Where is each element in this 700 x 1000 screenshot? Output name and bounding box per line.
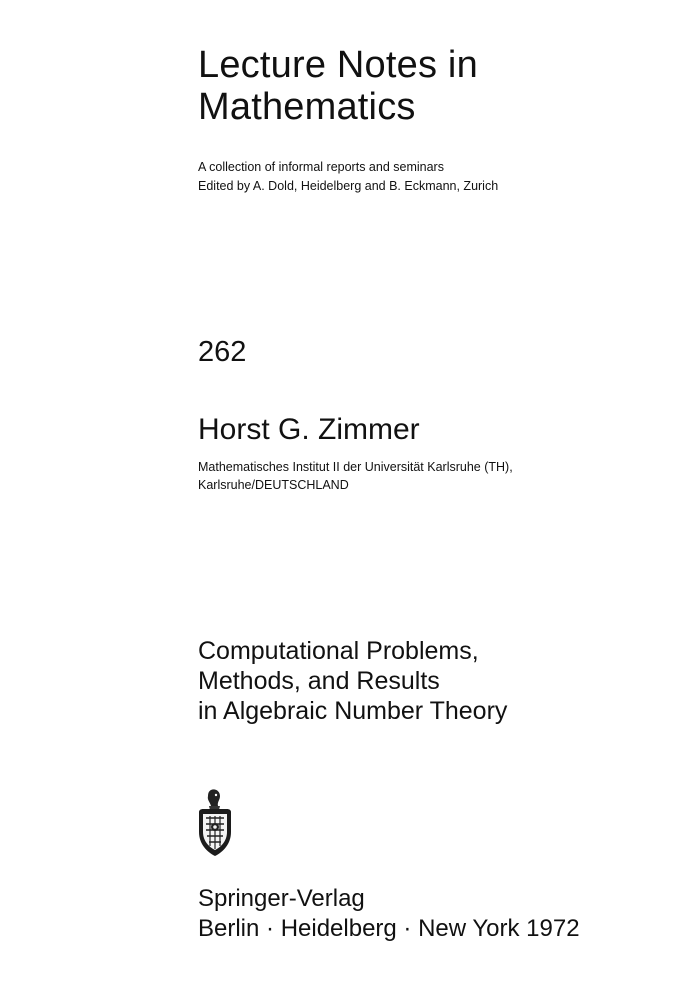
book-title-line-2: Methods, and Results [198,667,440,695]
author-name: Horst G. Zimmer [198,413,420,446]
publisher-block [198,884,580,944]
volume-number: 262 [198,336,247,368]
affiliation-line-1: Mathematisches Institut II der Universität Karlsruhe (TH), [198,460,513,474]
series-title-line-1: Lecture Notes in [198,44,478,86]
book-title-line-1: Computational Problems, [198,637,479,665]
affiliation-line-2: Karlsruhe/DEUTSCHLAND [198,478,349,492]
series-title [198,44,478,128]
series-editors: Edited by A. Dold, Heidelberg and B. Eckmann, Zurich [198,179,499,193]
book-title [198,636,507,726]
series-subtitle: A collection of informal reports and seminars [198,160,444,174]
springer-horse-logo-icon [193,788,237,858]
series-subtitle-block [198,158,498,196]
publisher-name: Springer-Verlag [198,885,365,912]
book-title-line-3: in Algebraic Number Theory [198,697,508,725]
series-title-line-2: Mathematics [198,86,416,128]
author-affiliation [198,458,513,494]
publisher-places-year: Berlin · Heidelberg · New York 1972 [198,915,580,942]
